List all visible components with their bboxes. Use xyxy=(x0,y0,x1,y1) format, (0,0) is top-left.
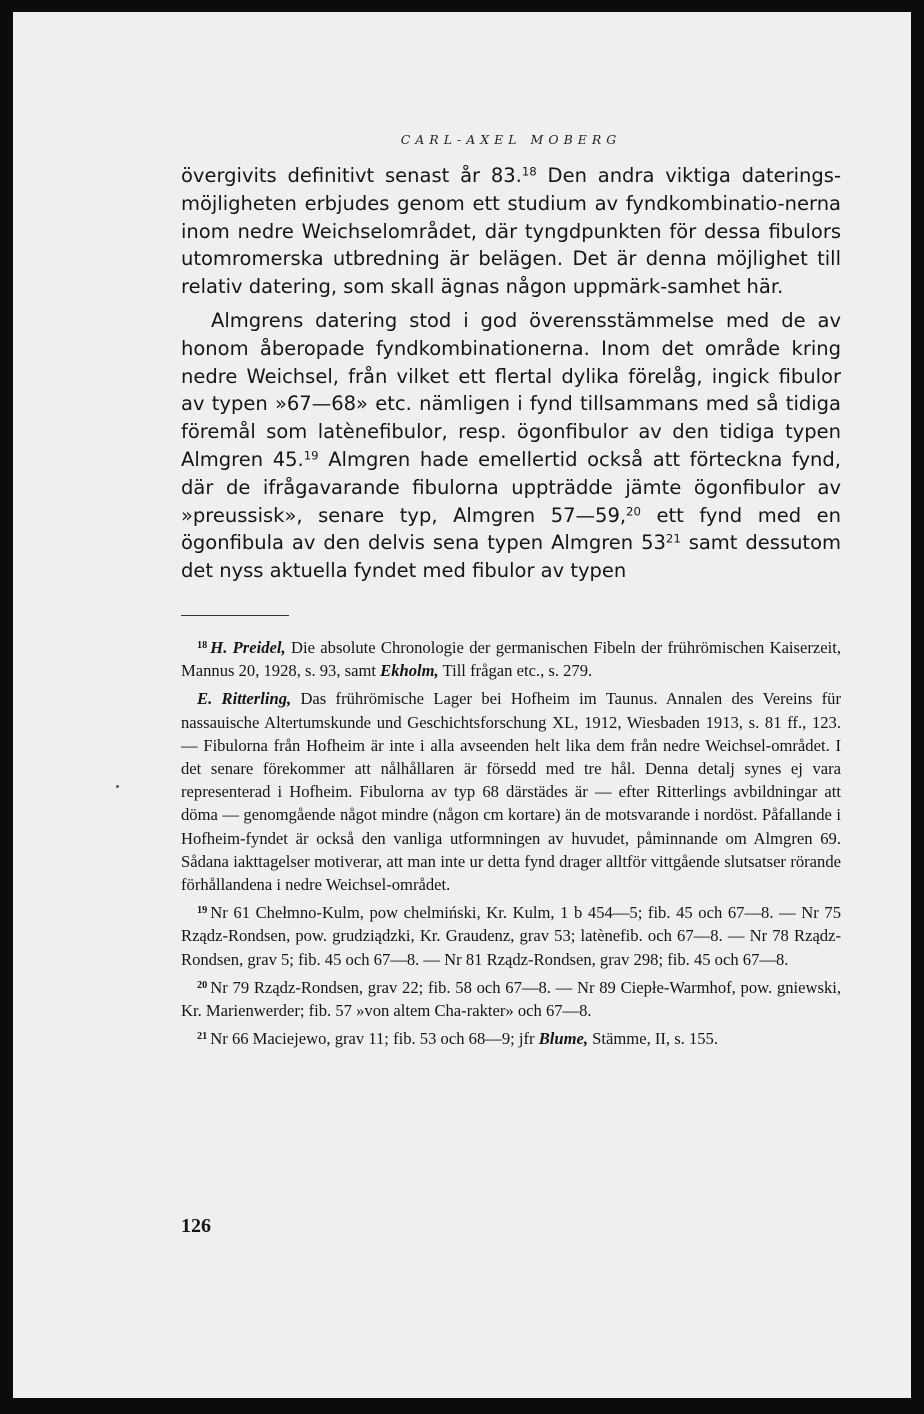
footnote-18: $^{18}$ H. Preidel, Die absolute Chronologie der germanischen Fibeln der frührömischen Kaiserzeit, Mannus 20, 1928, s. 93, samt Ekholm, Till frågan etc., s. 279. xyxy=(181,638,841,681)
footnote-19: $^{19}$ Nr 61 Chełmno-Kulm, pow chelmiński, Kr. Kulm, 1 b 454—5; fib. 45 och 67—8. — Nr 75 Rządz-Rondsen, pow. grudziądzki, Kr. Graudenz, grav 53; latènefib. och 67—8. — Nr 78 Rządz-Rondsen, grav 5; fib. 45 och 67—8. — Nr 81 Rządz-Rondsen, grav 298; fib. 45 och 67—8. xyxy=(181,903,841,969)
footnotes xyxy=(181,636,841,1055)
footnote-ref-20[interactable]: 20 xyxy=(626,504,641,519)
footnote-ref-18[interactable]: 18 xyxy=(521,164,537,179)
body-text xyxy=(181,162,841,585)
paragraph-2: Almgrens datering stod i god överensstämmelse med de av honom åberopade fyndkombinationerna. Inom det område kring nedre Weichsel, från vilket ett flertal dylika förelåg, ingick fibulor av typen »67—68» etc. nämligen i fynd tillsammans med så tidiga föremål som latènefibulor, resp. ögonfibulor av den tidiga typen Almgren 45.19 Almgren hade emellertid också att förteckna fynd, där de ifrågavarande fibulorna uppträdde jämte ögonfibulor av »preussisk», senare typ, Almgren 57—59,20 ett fynd med en ögonfibula av den delvis sena typen Almgren $53^{21}$ samt dessutom det nyss aktuella fyndet med fibulor av typen xyxy=(181,308,841,583)
paragraph-1: övergivits definitivt senast år 83.18 Den andra viktiga daterings-möjligheten erbjudes genom ett studium av fyndkombinatio-nerna inom nedre Weichselområdet, där tyngdpunkten för dessa fibulors utomromerska utbredning är belägen. Det är denna möjlighet till relativ datering, som skall ägnas någon uppmärk-samhet här. xyxy=(181,164,841,299)
footnote-mark: 19 xyxy=(197,905,208,917)
page-number: 126 xyxy=(181,1215,211,1237)
book-page xyxy=(13,12,911,1398)
footnote-18-continued: E. Ritterling, Das frührömische Lager bei Hofheim im Taunus. Annalen des Vereins für nassauische Altertumskunde und Geschichtsforschung XL, 1912, Wiesbaden 1913, s. 81 ff., 123. — Fibulorna från Hofheim är inte i alla avseenden helt lika dem från nedre Weichsel-området. I det senare förekommer att nålhållaren är försedd med tre hål. Denna detalj synes ej vara representerad i Hofheim. Fibulorna av typ 68 därstädes är — efter Ritterlings avbildningar att döma — genomgående något mindre (någon cm kortare) än de motsvarande i nordöst. Påfallande i Hofheim-fyndet är också den vanliga utformningen av huvudet, påminnande om Almgren 69. Sådana iakttagelser motiverar, att man inte ur detta fynd drager alltför vittgående slutsatser rörande förhållandena i nedre Weichsel-området. xyxy=(181,689,841,895)
footnote-21: $^{21}$ Nr 66 Maciejewo, grav 11; fib. 53 och 68—9; jfr Blume, Stämme, II, s. 155. xyxy=(197,1029,719,1049)
footnote-ref-21[interactable]: 21 xyxy=(665,531,681,546)
scan-speck xyxy=(116,785,119,788)
footnote-rule xyxy=(181,615,289,616)
footnote-20: $^{20}$ Nr 79 Rządz-Rondsen, grav 22; fib. 58 och 67—8. — Nr 89 Ciepłe-Warmhof, pow. gniewski, Kr. Marienwerder; fib. 57 »von altem Cha-rakter» och 67—8. xyxy=(181,977,841,1021)
footnote-ref-19[interactable]: 19 xyxy=(303,448,319,463)
footnote-mark: 18 xyxy=(197,639,208,651)
running-head: CARL-AXEL MOBERG xyxy=(400,132,622,147)
footnote-mark: 20 xyxy=(197,979,208,991)
footnote-mark: 21 xyxy=(197,1031,208,1043)
